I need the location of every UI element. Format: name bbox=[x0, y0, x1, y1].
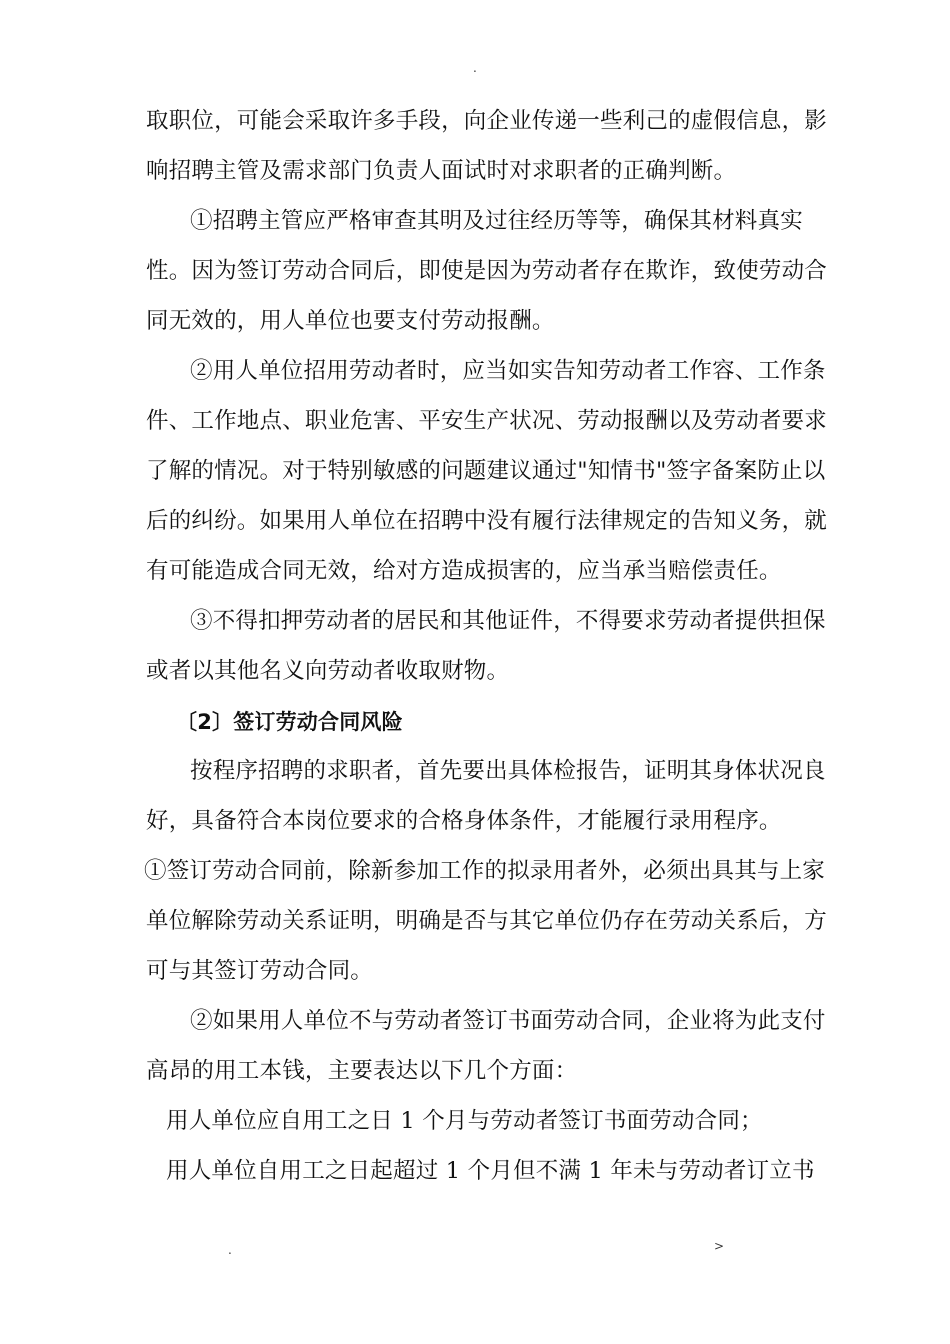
footer-left-mark: . bbox=[228, 1243, 232, 1257]
paragraph-line: 或者以其他名义向劳动者收取财物。 bbox=[146, 658, 510, 684]
paragraph-line: 好，具备符合本岗位要求的合格身体条件，才能履行录用程序。 bbox=[146, 808, 782, 834]
paragraph-line: 取职位，可能会采取许多手段，向企业传递一些利己的虚假信息，影 bbox=[146, 108, 828, 134]
paragraph-line: ②用人单位招用劳动者时，应当如实告知劳动者工作容、工作条 bbox=[190, 358, 826, 384]
paragraph-line: 响招聘主管及需求部门负责人面试时对求职者的正确判断。 bbox=[146, 158, 737, 184]
paragraph-line: 可与其签订劳动合同。 bbox=[146, 958, 374, 984]
header-mark: . bbox=[473, 61, 477, 75]
paragraph-line: 后的纠纷。如果用人单位在招聘中没有履行法律规定的告知义务，就 bbox=[146, 508, 828, 534]
paragraph-line: ①招聘主管应严格审查其明及过往经历等等，确保其材料真实 bbox=[190, 208, 803, 234]
footer-right-mark: > bbox=[714, 1239, 725, 1253]
paragraph-line: 了解的情况。对于特别敏感的问题建议通过"知情书"签字备案防止以 bbox=[146, 458, 826, 484]
paragraph-line: 有可能造成合同无效，给对方造成损害的，应当承当赔偿责任。 bbox=[146, 558, 782, 584]
paragraph-line: 高昂的用工本钱，主要表达以下几个方面： bbox=[146, 1058, 578, 1084]
paragraph-line: ③不得扣押劳动者的居民和其他证件，不得要求劳动者提供担保 bbox=[190, 608, 826, 634]
paragraph-line: ①签订劳动合同前，除新参加工作的拟录用者外，必须出具其与上家 bbox=[144, 858, 826, 884]
section-heading: 〔2〕签订劳动合同风险 bbox=[176, 710, 403, 734]
paragraph-line: ②如果用人单位不与劳动者签订书面劳动合同，企业将为此支付 bbox=[190, 1008, 826, 1034]
paragraph-line: 单位解除劳动关系证明，明确是否与其它单位仍存在劳动关系后，方 bbox=[146, 908, 828, 934]
paragraph-line: 件、工作地点、职业危害、平安生产状况、劳动报酬以及劳动者要求 bbox=[146, 408, 828, 434]
paragraph-line: 同无效的，用人单位也要支付劳动报酬。 bbox=[146, 308, 555, 334]
paragraph-line: 按程序招聘的求职者，首先要出具体检报告，证明其身体状况良 bbox=[190, 758, 826, 784]
paragraph-line: 性。因为签订劳动合同后，即使是因为劳动者存在欺诈，致使劳动合 bbox=[146, 258, 828, 284]
paragraph-line: 用人单位自用工之日起超过 1 个月但不满 1 年未与劳动者订立书 bbox=[166, 1158, 815, 1184]
paragraph-line: 用人单位应自用工之日 1 个月与劳动者签订书面劳动合同； bbox=[166, 1108, 763, 1134]
